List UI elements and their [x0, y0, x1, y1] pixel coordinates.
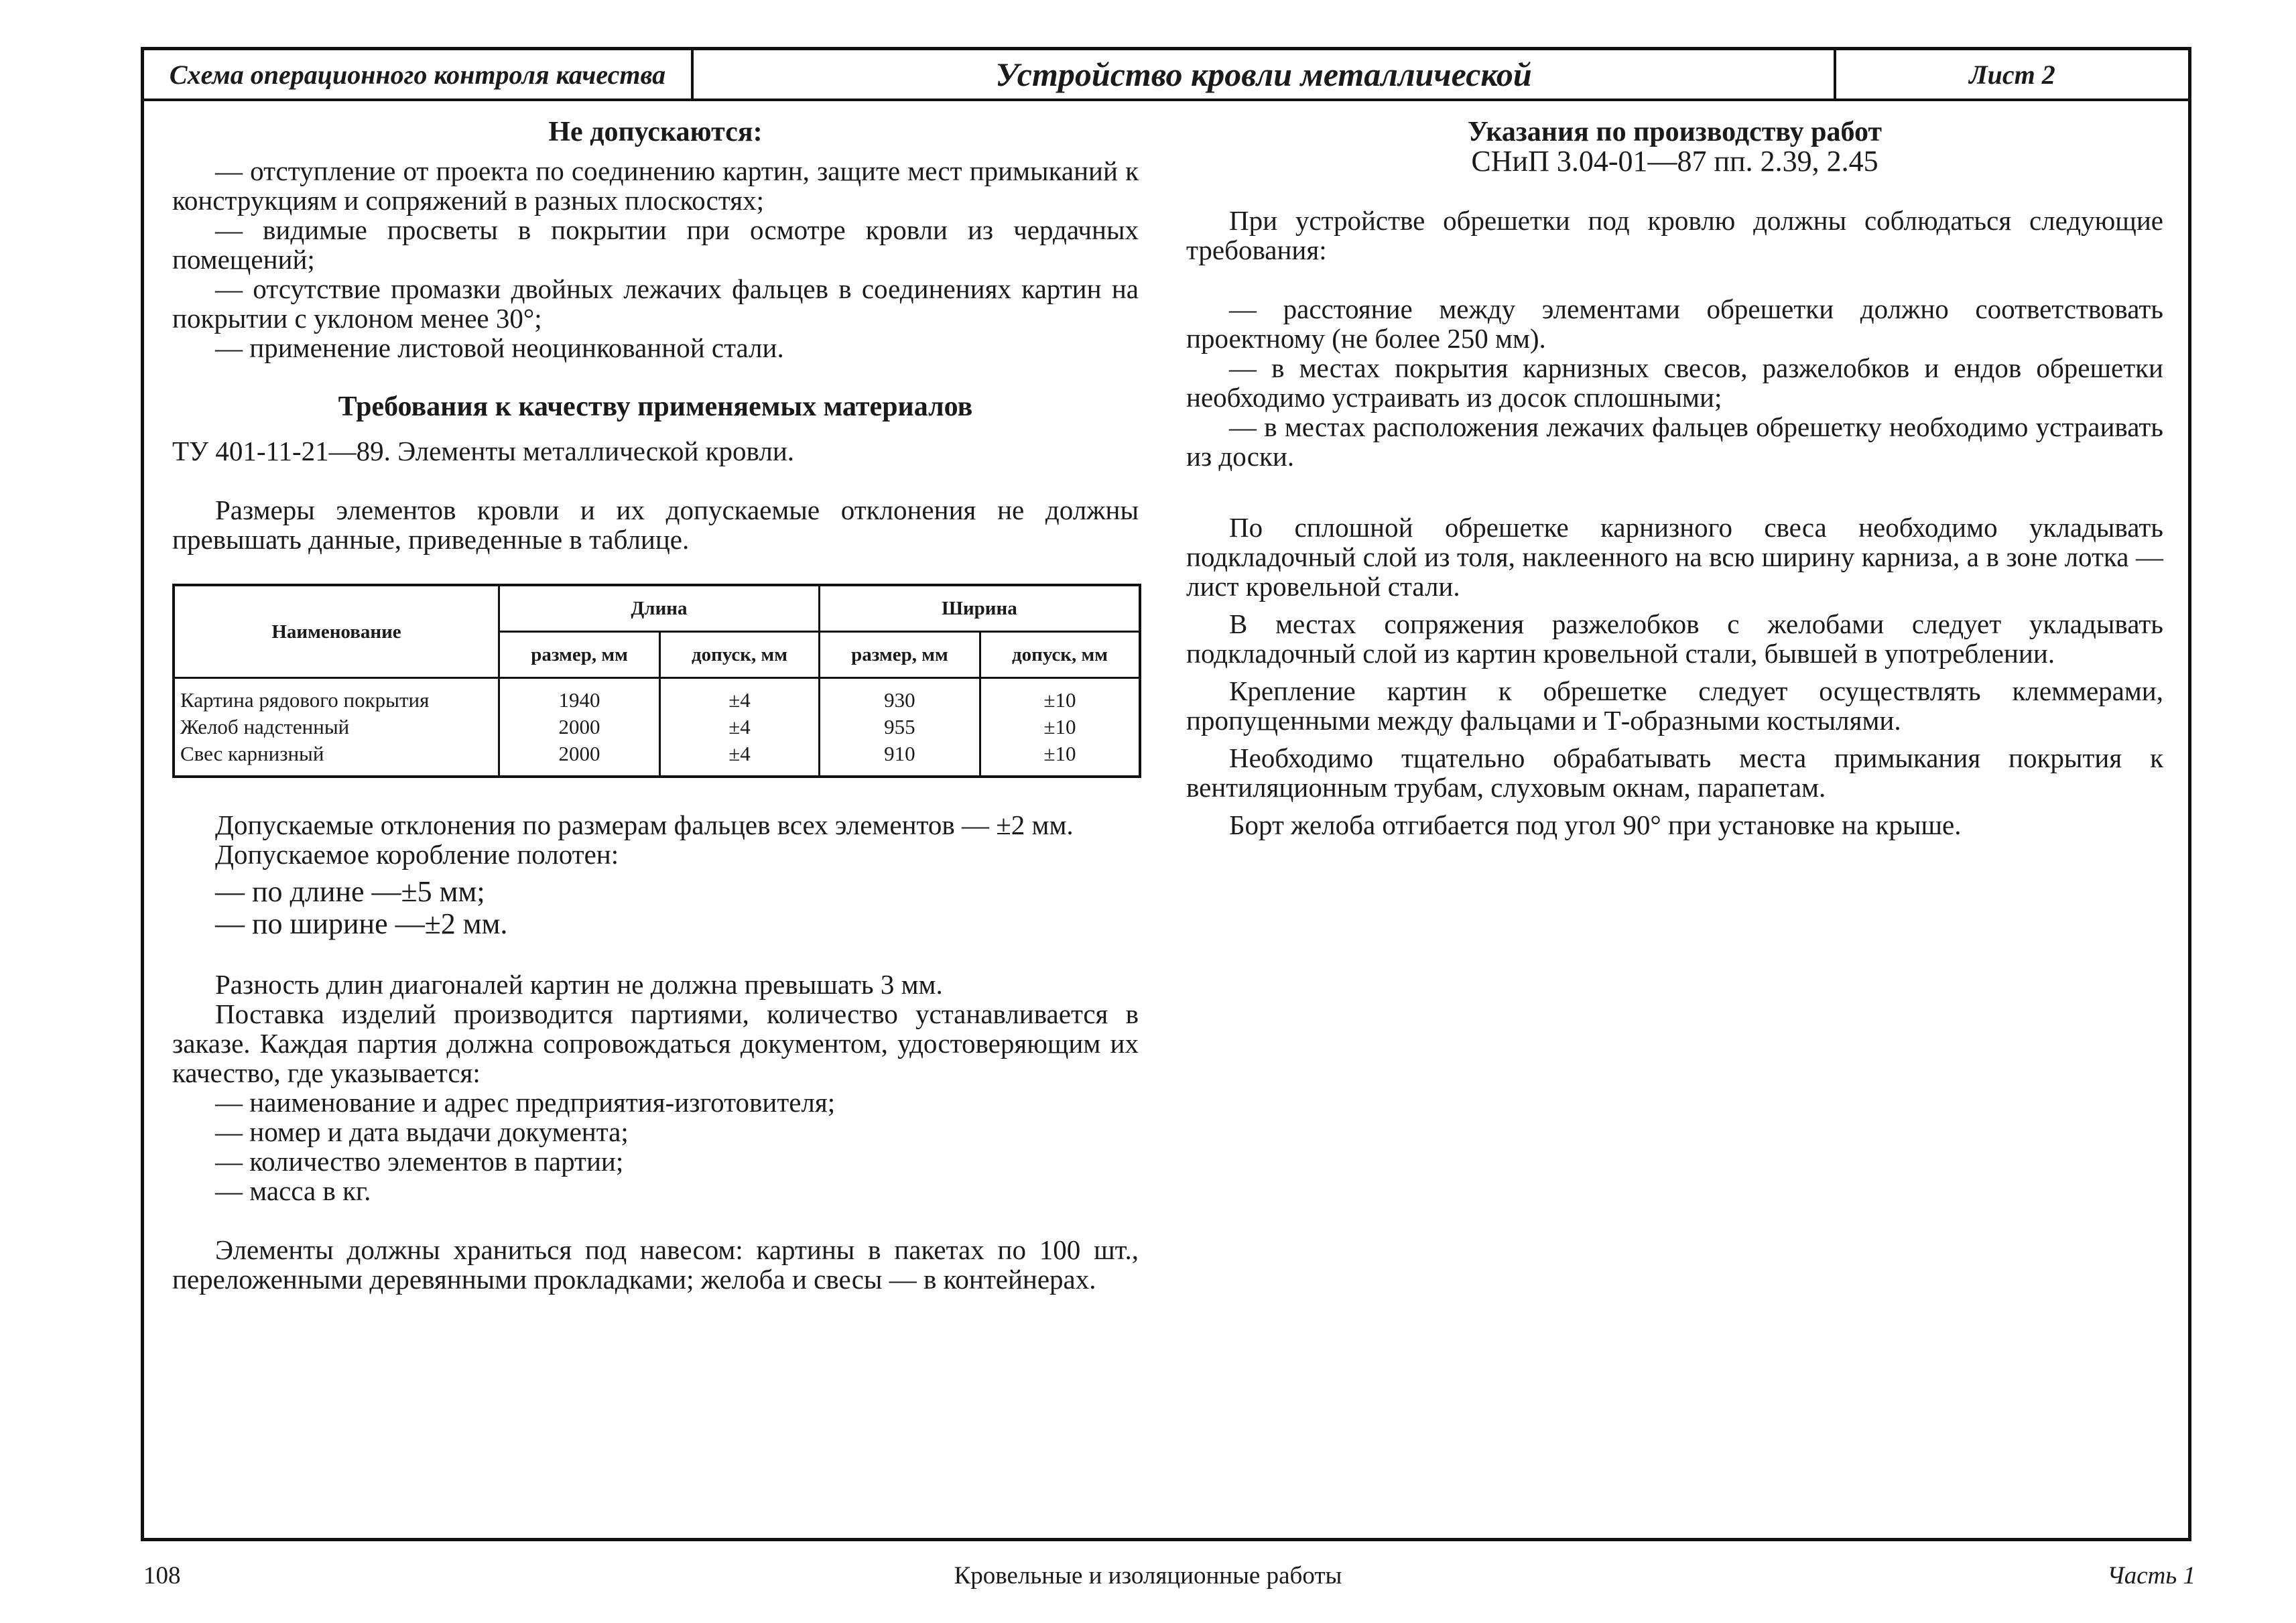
row-width-tol: ±10	[980, 678, 1140, 714]
page-number: 108	[143, 1562, 181, 1589]
row-width-tol: ±10	[980, 714, 1140, 740]
not-allowed-item: — отступление от проекта по соединению картин, защите мест примыканий к конструкциям и сопряжений в разных плоскостях;	[172, 155, 1139, 216]
requirement-item: — в местах покрытия карнизных свесов, разжелобков и ендов обрешетки необходимо устраивать из досок сплошными;	[1186, 352, 2163, 413]
sizes-intro: Размеры элементов кровли и их допускаемые отклонения не должны превышать данные, приведенные в таблице.	[172, 495, 1139, 555]
instructions-intro: При устройстве обрешетки под кровлю должны соблюдаться следующие требования:	[1186, 205, 2163, 265]
document-item: — наименование и адрес предприятия-изготовителя;	[215, 1087, 836, 1118]
length-tol-header: допуск, мм	[660, 632, 820, 678]
right-column	[1186, 117, 2163, 840]
instruction-paragraph: Борт желоба отгибается под угол 90° при установке на крыше.	[1229, 809, 1962, 840]
not-allowed-heading: Не допускаются:	[548, 117, 763, 147]
table-row	[174, 678, 1140, 714]
row-length-tol: ±4	[660, 740, 820, 777]
length-size-header: размер, мм	[499, 632, 660, 678]
document-item: — масса в кг.	[215, 1175, 371, 1206]
row-length: 2000	[499, 740, 660, 777]
instruction-paragraph: В местах сопряжения разжелобков с желобами следует укладывать подкладочный слой из картин кровельной стали, бывшей в употреблении.	[1186, 608, 2163, 669]
requirement-item: — расстояние между элементами обрешетки должно соответствовать проектному (не более 250 мм).	[1186, 294, 2163, 354]
row-length: 1940	[499, 678, 660, 714]
footer-book-title: Кровельные и изоляционные работы	[954, 1562, 1342, 1589]
not-allowed-item: — видимые просветы в покрытии при осмотре кровли из чердачных помещений;	[172, 214, 1139, 275]
table-row	[174, 714, 1140, 740]
row-width: 955	[819, 714, 980, 740]
materials-heading: Требования к качеству применяемых материалов	[338, 391, 973, 422]
row-name: Желоб надстенный	[174, 714, 499, 740]
warp-item: — по длине —±5 мм;	[215, 875, 485, 908]
instruction-paragraph: Необходимо тщательно обрабатывать места примыкания покрытия к вентиляционным трубам, слуховым окнам, парапетам.	[1186, 742, 2163, 803]
sheet-number: Лист 2	[1969, 59, 2055, 90]
width-tol-header: допуск, мм	[980, 632, 1140, 678]
storage-note: Элементы должны храниться под навесом: картины в пакетах по 100 шт., переложенными деревянными прокладками; желоба и свесы — в контейнерах.	[172, 1234, 1139, 1295]
page-title: Устройство кровли металлической	[694, 50, 1836, 99]
page-frame	[141, 47, 2191, 1541]
document-item: — количество элементов в партии;	[215, 1146, 624, 1177]
row-width: 930	[819, 678, 980, 714]
tolerances-table	[172, 584, 1141, 778]
row-name: Картина рядового покрытия	[174, 678, 499, 714]
row-name: Свес карнизный	[174, 740, 499, 777]
instruction-paragraph: Крепление картин к обрешетке следует осуществлять клеммерами, пропущенными между фальцами и Т-образными костылями.	[1186, 675, 2163, 736]
document-item: — номер и дата выдачи документа;	[215, 1116, 629, 1147]
snip-reference: СНиП 3.04-01—87 пп. 2.39, 2.45	[1471, 145, 1878, 178]
row-length-tol: ±4	[660, 678, 820, 714]
row-length-tol: ±4	[660, 714, 820, 740]
instruction-paragraph: По сплошной обрешетке карнизного свеса необходимо укладывать подкладочный слой из толя, наклеенного на всю ширину карниза, а в зоне лотка — лист кровельной стали.	[1186, 512, 2163, 602]
instructions-heading: Указания по производству работ	[1467, 117, 1883, 147]
row-width: 910	[819, 740, 980, 777]
delivery-note: Поставка изделий производится партиями, количество устанавливается в заказе. Каждая партия должна сопровождаться документом, удостоверяющим их качество, где указывается:	[172, 998, 1139, 1088]
col-name-header: Наименование	[174, 585, 499, 678]
header-bar	[144, 50, 2188, 101]
length-group-header: Длина	[499, 585, 820, 632]
warp-item: — по ширине —±2 мм.	[215, 907, 508, 940]
header-schema-label: Схема операционного контроля качества	[144, 50, 694, 99]
row-width-tol: ±10	[980, 740, 1140, 777]
tu-reference: ТУ 401-11-21—89. Элементы металлической кровли.	[172, 436, 795, 466]
requirement-item: — в местах расположения лежачих фальцев обрешетку необходимо устраивать из доски.	[1186, 411, 2163, 472]
width-size-header: размер, мм	[819, 632, 980, 678]
row-length: 2000	[499, 714, 660, 740]
diagonal-note: Разность длин диагоналей картин не должна превышать 3 мм.	[215, 969, 943, 1000]
footer-part: Часть 1	[2107, 1562, 2195, 1589]
table-row	[174, 740, 1140, 777]
width-group-header: Ширина	[819, 585, 1140, 632]
not-allowed-item: — отсутствие промазки двойных лежачих фальцев в соединениях картин на покрытии с уклоном менее 30°;	[172, 273, 1139, 334]
left-column	[172, 117, 1139, 1294]
warp-intro: Допускаемое коробление полотен:	[215, 839, 619, 870]
not-allowed-item: — применение листовой неоцинкованной стали.	[215, 332, 784, 363]
fold-tolerance: Допускаемые отклонения по размерам фальцев всех элементов — ±2 мм.	[215, 809, 1074, 840]
